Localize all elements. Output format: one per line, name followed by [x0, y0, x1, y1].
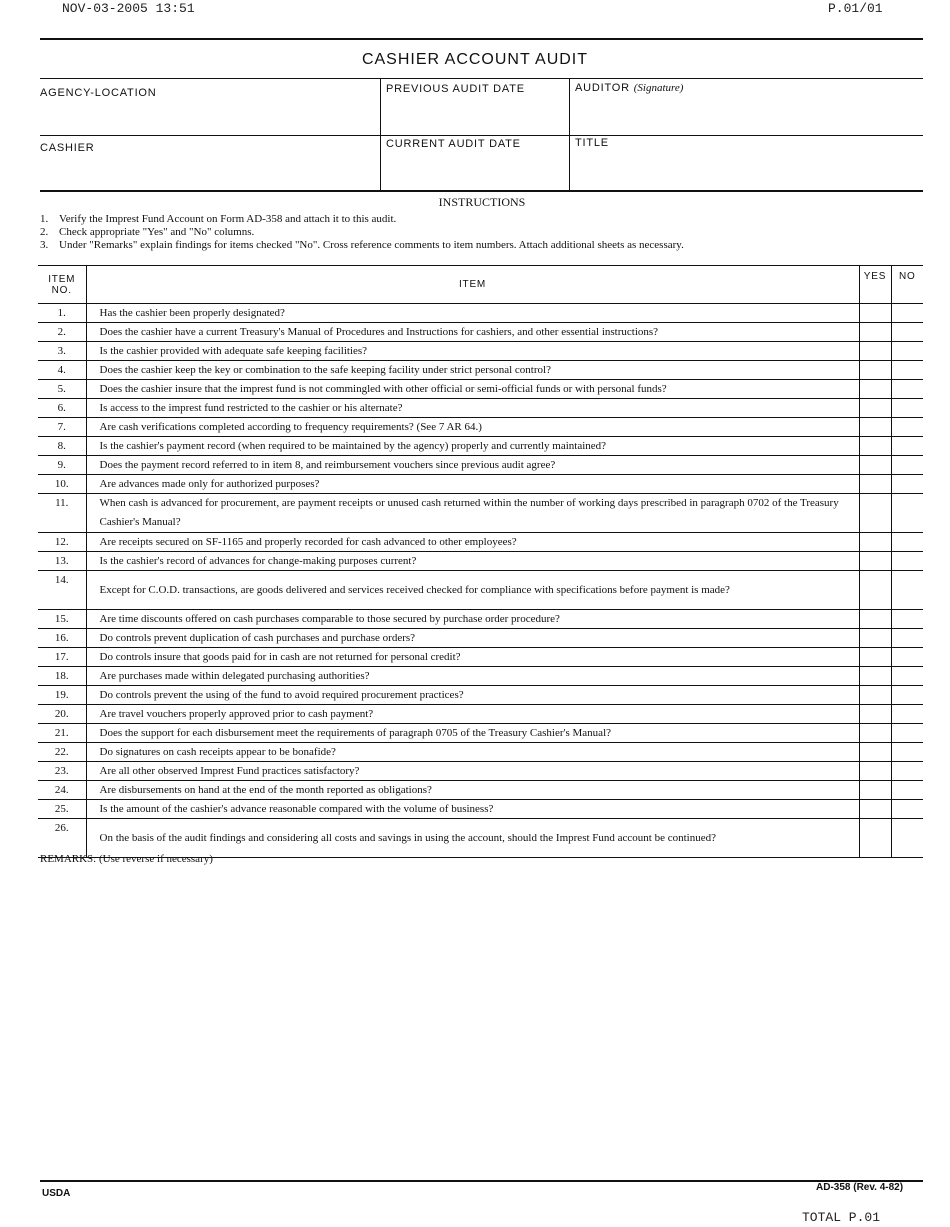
item-number: 6. [38, 399, 86, 418]
auditor-signature-note: (Signature) [633, 82, 684, 94]
form-number: AD-358 (Rev. 4-82) [816, 1182, 904, 1193]
item-number: 23. [38, 762, 86, 781]
yes-checkbox[interactable] [859, 304, 891, 323]
yes-checkbox[interactable] [859, 571, 891, 610]
item-question: Do controls prevent duplication of cash purchases and purchase orders? [86, 629, 859, 648]
yes-checkbox[interactable] [859, 475, 891, 494]
item-number: 14. [38, 571, 86, 610]
table-row [38, 686, 923, 705]
cashier-field[interactable]: CASHIER [40, 142, 95, 154]
instruction-step-2 [40, 226, 254, 238]
agency-footer: USDA [42, 1188, 71, 1199]
item-question: Does the cashier insure that the imprest fund is not commingled with other official or semi-official funds or with personal funds? [86, 380, 859, 399]
yes-checkbox[interactable] [859, 781, 891, 800]
instruction-number: 3. [40, 239, 49, 251]
table-row [38, 552, 923, 571]
item-header: ITEM [86, 266, 859, 304]
table-row [38, 304, 923, 323]
field-row-rule [40, 135, 923, 136]
no-checkbox[interactable] [891, 456, 923, 475]
table-row [38, 380, 923, 399]
footer-rule [40, 1180, 923, 1182]
item-no-header: ITEM NO. [38, 266, 86, 304]
no-checkbox[interactable] [891, 304, 923, 323]
item-question: Are disbursements on hand at the end of the month reported as obligations? [86, 781, 859, 800]
no-checkbox[interactable] [891, 533, 923, 552]
item-number: 13. [38, 552, 86, 571]
item-number: 2. [38, 323, 86, 342]
table-row [38, 361, 923, 380]
no-checkbox[interactable] [891, 743, 923, 762]
yes-checkbox[interactable] [859, 323, 891, 342]
no-checkbox[interactable] [891, 705, 923, 724]
form-title: CASHIER ACCOUNT AUDIT [361, 51, 589, 68]
title-rule [40, 78, 923, 79]
remarks-label: REMARKS: (Use reverse if necessary) [40, 853, 213, 865]
yes-checkbox[interactable] [859, 629, 891, 648]
fax-page-number: P.01/01 [828, 1, 883, 16]
table-row [38, 342, 923, 361]
item-question: Are time discounts offered on cash purchases comparable to those secured by purchase order procedure? [86, 610, 859, 629]
yes-checkbox[interactable] [859, 361, 891, 380]
no-checkbox[interactable] [891, 494, 923, 533]
item-number: 19. [38, 686, 86, 705]
top-rule [40, 38, 923, 40]
item-question: Has the cashier been properly designated? [86, 304, 859, 323]
yes-header: YES [859, 266, 891, 304]
item-question: When cash is advanced for procurement, are payment receipts or unused cash returned within the number of working days prescribed in paragraph 0702 of the Treasury Cashier's Manual? [86, 494, 859, 533]
yes-checkbox[interactable] [859, 610, 891, 629]
table-row [38, 667, 923, 686]
instruction-number: 1. [40, 213, 49, 225]
item-number: 25. [38, 800, 86, 819]
table-row [38, 418, 923, 437]
item-question: Are all other observed Imprest Fund practices satisfactory? [86, 762, 859, 781]
item-question: Is the amount of the cashier's advance reasonable compared with the volume of business? [86, 800, 859, 819]
item-number: 21. [38, 724, 86, 743]
item-question: Are receipts secured on SF-1165 and properly recorded for cash advanced to other employees? [86, 533, 859, 552]
item-question: Is the cashier's record of advances for change-making purposes current? [86, 552, 859, 571]
agency-location-field[interactable]: AGENCY-LOCATION [40, 87, 157, 99]
no-header: NO [891, 266, 923, 304]
instructions-heading: INSTRUCTIONS [438, 195, 526, 209]
no-checkbox[interactable] [891, 724, 923, 743]
item-number: 8. [38, 437, 86, 456]
item-question: Are travel vouchers properly approved prior to cash payment? [86, 705, 859, 724]
instruction-step-1 [40, 213, 396, 225]
item-number: 11. [38, 494, 86, 533]
yes-checkbox[interactable] [859, 456, 891, 475]
yes-checkbox[interactable] [859, 380, 891, 399]
item-number: 4. [38, 361, 86, 380]
item-number: 1. [38, 304, 86, 323]
no-checkbox[interactable] [891, 819, 923, 858]
table-row [38, 323, 923, 342]
instruction-number: 2. [40, 226, 49, 238]
auditor-label: AUDITOR [575, 82, 630, 94]
item-number: 10. [38, 475, 86, 494]
table-row [38, 629, 923, 648]
item-number: 20. [38, 705, 86, 724]
item-number: 12. [38, 533, 86, 552]
no-checkbox[interactable] [891, 342, 923, 361]
yes-checkbox[interactable] [859, 533, 891, 552]
table-row [38, 762, 923, 781]
table-row [38, 705, 923, 724]
table-row [38, 399, 923, 418]
audit-checklist-table [38, 265, 923, 858]
yes-checkbox[interactable] [859, 819, 891, 858]
fax-timestamp: NOV-03-2005 13:51 [62, 1, 195, 16]
fields-bottom-rule [40, 190, 923, 192]
item-question: Does the cashier have a current Treasury's Manual of Procedures and Instructions for cashiers, and other essential instructions? [86, 323, 859, 342]
table-row [38, 571, 923, 610]
auditor-field[interactable] [575, 82, 683, 94]
no-checkbox[interactable] [891, 762, 923, 781]
item-question: Do controls insure that goods paid for in cash are not returned for personal credit? [86, 648, 859, 667]
no-checkbox[interactable] [891, 380, 923, 399]
table-row [38, 533, 923, 552]
yes-checkbox[interactable] [859, 342, 891, 361]
item-number: 26. [38, 819, 86, 858]
yes-checkbox[interactable] [859, 762, 891, 781]
no-checkbox[interactable] [891, 800, 923, 819]
item-number: 16. [38, 629, 86, 648]
item-number: 18. [38, 667, 86, 686]
item-question: Do signatures on cash receipts appear to be bonafide? [86, 743, 859, 762]
item-question: Are cash verifications completed according to frequency requirements? (See 7 AR 64.) [86, 418, 859, 437]
no-checkbox[interactable] [891, 361, 923, 380]
no-checkbox[interactable] [891, 399, 923, 418]
item-question: Is the cashier provided with adequate safe keeping facilities? [86, 342, 859, 361]
table-row [38, 819, 923, 858]
yes-checkbox[interactable] [859, 494, 891, 533]
item-number: 15. [38, 610, 86, 629]
table-header-row [38, 266, 923, 304]
no-checkbox[interactable] [891, 648, 923, 667]
yes-checkbox[interactable] [859, 705, 891, 724]
yes-checkbox[interactable] [859, 552, 891, 571]
no-checkbox[interactable] [891, 610, 923, 629]
item-question: Does the payment record referred to in item 8, and reimbursement vouchers since previous audit agree? [86, 456, 859, 475]
no-checkbox[interactable] [891, 667, 923, 686]
fax-total-pages: TOTAL P.01 [802, 1210, 881, 1225]
item-number: 17. [38, 648, 86, 667]
table-row [38, 800, 923, 819]
yes-checkbox[interactable] [859, 686, 891, 705]
table-row [38, 648, 923, 667]
item-number: 5. [38, 380, 86, 399]
previous-audit-date-field[interactable]: PREVIOUS AUDIT DATE [386, 83, 525, 95]
no-checkbox[interactable] [891, 437, 923, 456]
instruction-text: Verify the Imprest Fund Account on Form AD-358 and attach it to this audit. [59, 213, 397, 225]
item-question: Is access to the imprest fund restricted to the cashier or his alternate? [86, 399, 859, 418]
item-number: 7. [38, 418, 86, 437]
item-question: Does the support for each disbursement meet the requirements of paragraph 0705 of the Treasury Cashier's Manual? [86, 724, 859, 743]
no-checkbox[interactable] [891, 571, 923, 610]
instruction-text: Under "Remarks" explain findings for items checked "No". Cross reference comments to item numbers. Attach additional sheets as necessary. [59, 239, 684, 251]
table-row [38, 456, 923, 475]
yes-checkbox[interactable] [859, 667, 891, 686]
yes-checkbox[interactable] [859, 724, 891, 743]
instruction-text: Check appropriate "Yes" and "No" columns. [59, 226, 255, 238]
item-question: Are purchases made within delegated purchasing authorities? [86, 667, 859, 686]
no-checkbox[interactable] [891, 552, 923, 571]
table-row [38, 781, 923, 800]
item-question: On the basis of the audit findings and considering all costs and savings in using the account, should the Imprest Fund account be continued? [86, 819, 859, 858]
yes-checkbox[interactable] [859, 399, 891, 418]
item-question: Is the cashier's payment record (when required to be maintained by the agency) properly and currently maintained? [86, 437, 859, 456]
item-number: 9. [38, 456, 86, 475]
no-checkbox[interactable] [891, 629, 923, 648]
table-row [38, 437, 923, 456]
table-row [38, 610, 923, 629]
yes-checkbox[interactable] [859, 800, 891, 819]
item-number: 3. [38, 342, 86, 361]
current-audit-date-field[interactable]: CURRENT AUDIT DATE [386, 138, 521, 150]
instruction-step-3 [40, 239, 684, 251]
item-question: Do controls prevent the using of the fund to avoid required procurement practices? [86, 686, 859, 705]
item-question: Are advances made only for authorized purposes? [86, 475, 859, 494]
no-checkbox[interactable] [891, 475, 923, 494]
yes-checkbox[interactable] [859, 437, 891, 456]
table-row [38, 494, 923, 533]
yes-checkbox[interactable] [859, 648, 891, 667]
item-question: Except for C.O.D. transactions, are goods delivered and services received checked for compliance with specifications before payment is made? [86, 571, 859, 610]
table-row [38, 475, 923, 494]
item-number: 24. [38, 781, 86, 800]
no-checkbox[interactable] [891, 323, 923, 342]
no-checkbox[interactable] [891, 781, 923, 800]
yes-checkbox[interactable] [859, 743, 891, 762]
no-checkbox[interactable] [891, 686, 923, 705]
no-checkbox[interactable] [891, 418, 923, 437]
item-number: 22. [38, 743, 86, 762]
item-question: Does the cashier keep the key or combination to the safe keeping facility under strict personal control? [86, 361, 859, 380]
title-field[interactable]: TITLE [575, 137, 609, 149]
table-row [38, 724, 923, 743]
table-row [38, 743, 923, 762]
yes-checkbox[interactable] [859, 418, 891, 437]
